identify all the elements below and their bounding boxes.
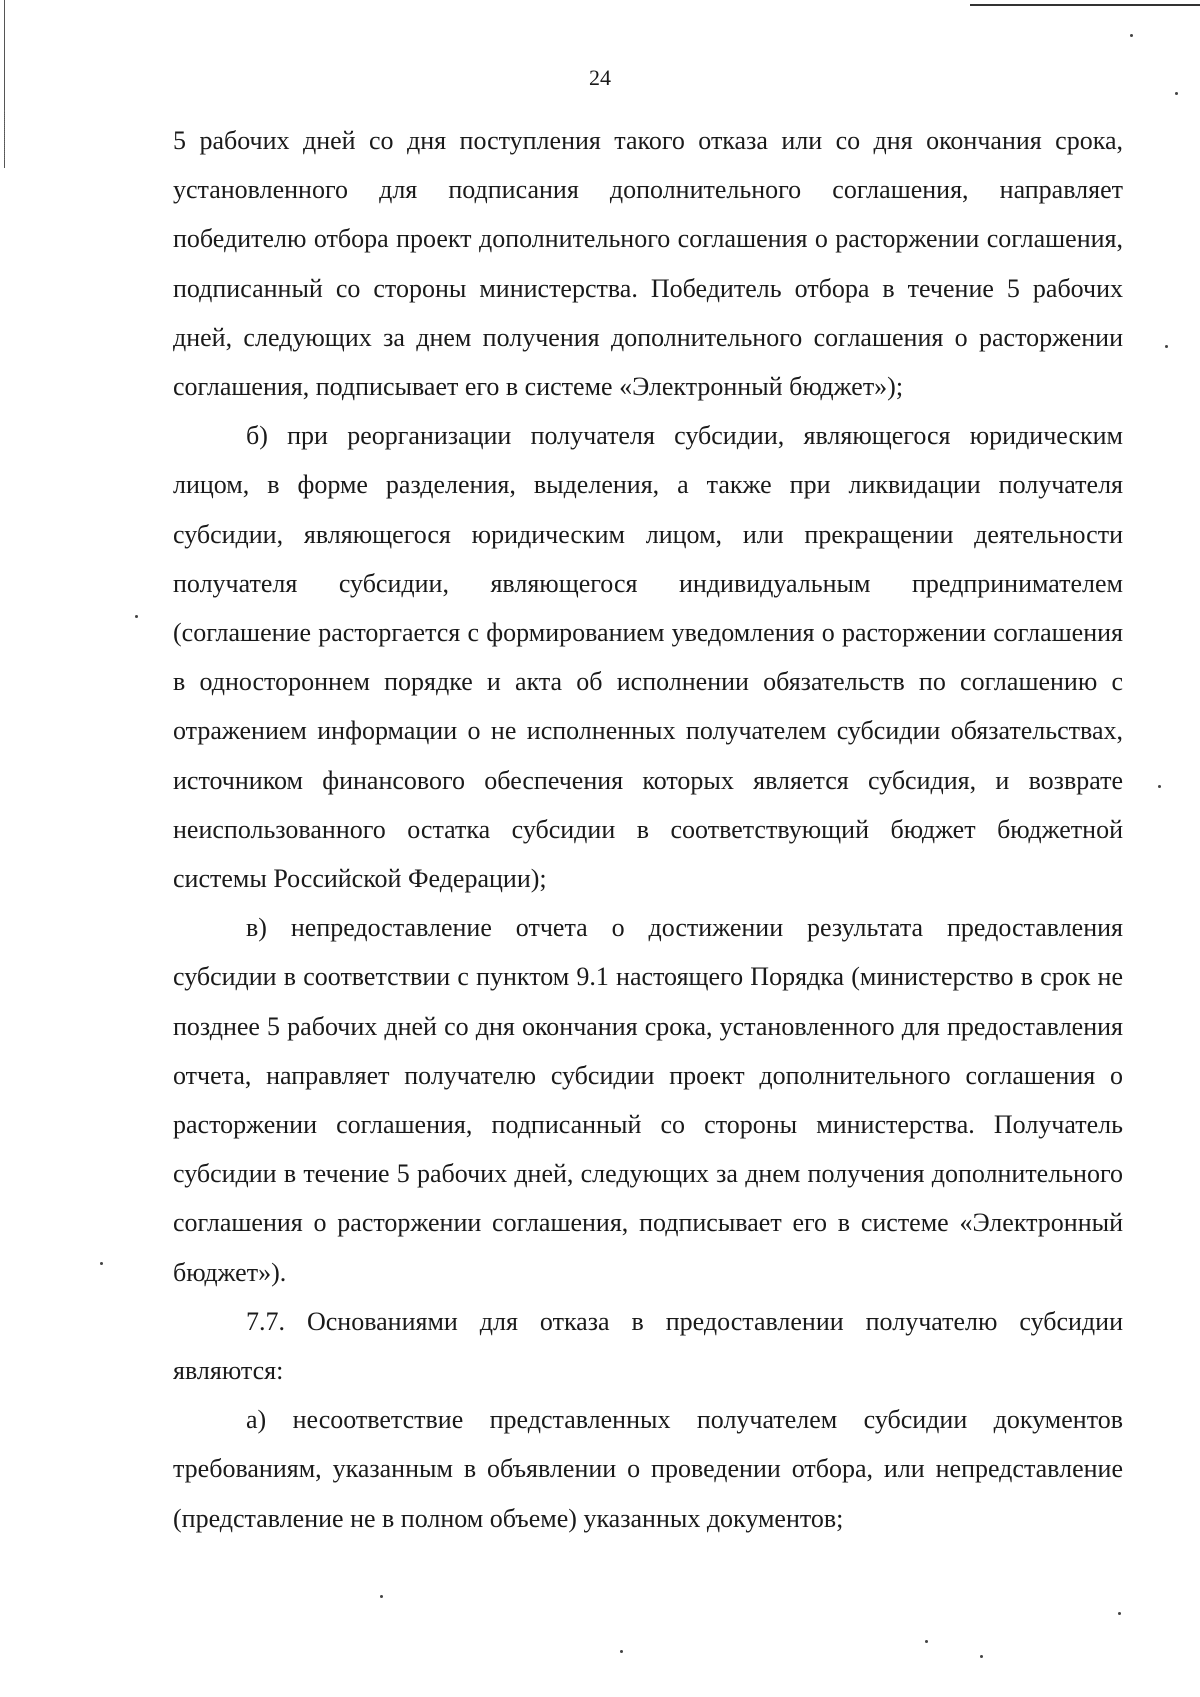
scan-edge-left-dots [4,110,6,160]
paragraph-item-a: а) несоответствие представленных получателем субсидии документов требованиям, указанным в объявлении о проведении отбора, или непредставление (представление не в полном объеме) указанных документов; [173,1405,1123,1533]
scan-speck [980,1655,983,1658]
paragraph-item-b: б) при реорганизации получателя субсидии, являющегося юридическим лицом, в форме разделения, выделения, а также при ликвидации получателя субсидии, являющегося юридическим лицом, или прекращении деятельности получателя субсидии, являющегося индивидуальным предпринимателем (соглашение расторгается с формированием уведомления о расторжении соглашения в одностороннем порядке и акта об исполнении обязательств по соглашению с отражением информации о не исполненных получателем субсидии обязательствах, источником финансового обеспечения которых является субсидия, и возврате неиспользованного остатка субсидии в соответствующий бюджет бюджетной системы Российской Федерации); [173,421,1123,894]
scan-speck [380,1595,383,1598]
scan-speck [135,615,138,618]
page-number: 24 [589,65,611,90]
paragraph-7-7: 7.7. Основаниями для отказа в предоставлении получателю субсидии являются: [173,1306,1123,1386]
document-body [173,116,1123,1543]
scan-speck [1118,1612,1121,1615]
scan-speck [1158,785,1161,788]
scan-speck [620,1650,623,1653]
scan-speck [100,1262,103,1265]
scan-speck [925,1640,928,1643]
scan-edge-top-line [970,4,1200,6]
scan-speck [1130,34,1133,37]
scan-speck [1165,345,1168,348]
scan-speck [1175,92,1178,95]
paragraph-item-v: в) непредоставление отчета о достижении результата предоставления субсидии в соответствии с пунктом 9.1 настоящего Порядка (министерство в срок не позднее 5 рабочих дней со дня окончания срока, установленного для предоставления отчета, направляет получателю субсидии проект дополнительного соглашения о расторжении соглашения, подписанный со стороны министерства. Получатель субсидии в течение 5 рабочих дней, следующих за днем получения дополнительного соглашения о расторжении соглашения, подписывает его в системе «Электронный бюджет»). [173,913,1123,1287]
paragraph-continuation: 5 рабочих дней со дня поступления такого отказа или со дня окончания срока, установленного для подписания дополнительного соглашения, направляет победителю отбора проект дополнительного соглашения о расторжении соглашения, подписанный со стороны министерства. Победитель отбора в течение 5 рабочих дней, следующих за днем получения дополнительного соглашения о расторжении соглашения, подписывает его в системе «Электронный бюджет»); [173,126,1123,402]
